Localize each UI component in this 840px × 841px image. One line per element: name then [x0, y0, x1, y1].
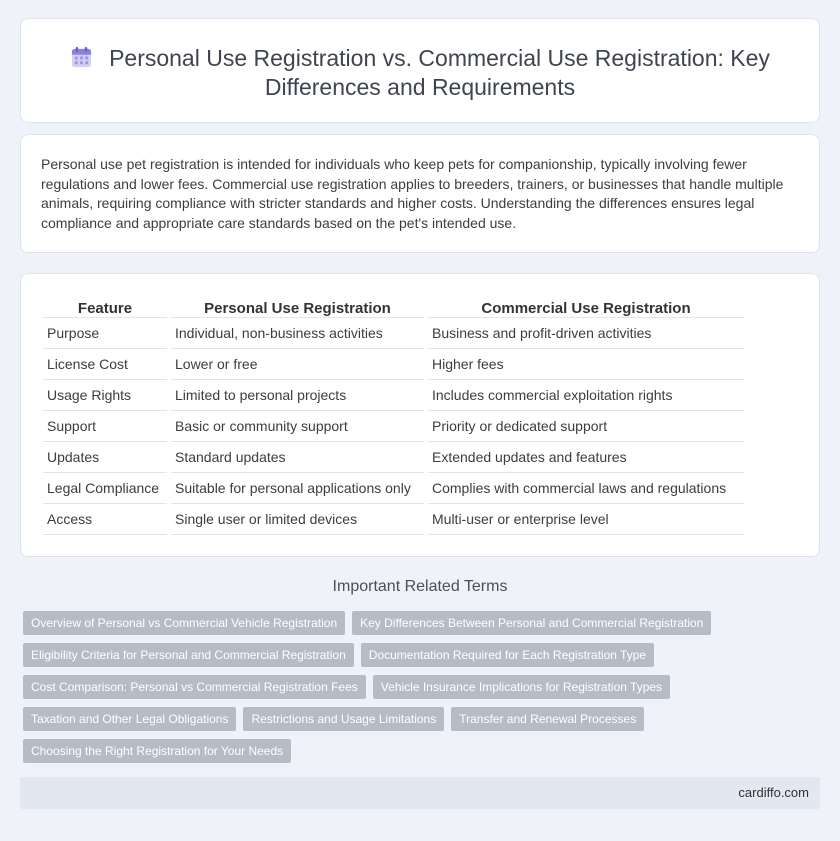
- feature-cell: Access: [43, 504, 167, 535]
- personal-cell: Single user or limited devices: [171, 504, 424, 535]
- related-term-tag[interactable]: Transfer and Renewal Processes: [451, 707, 644, 731]
- related-terms-tags: [23, 611, 723, 763]
- intro-paragraph: Personal use pet registration is intended for individuals who keep pets for companionship, typically involving fewer regulations and lower fees. Commercial use registration applies to breeders, trainers, or businesses that handle multiple animals, requiring compliance with stricter standards and higher costs. Understanding the differences ensures legal compliance and appropriate care standards based on the pet's intended use.: [41, 156, 784, 231]
- personal-cell: Suitable for personal applications only: [171, 473, 424, 504]
- related-term-tag[interactable]: Eligibility Criteria for Personal and Commercial Registration: [23, 643, 354, 667]
- personal-cell: Basic or community support: [171, 411, 424, 442]
- related-term-tag[interactable]: Key Differences Between Personal and Commercial Registration: [352, 611, 711, 635]
- related-term-tag[interactable]: Taxation and Other Legal Obligations: [23, 707, 236, 731]
- table-header-row: [43, 296, 744, 318]
- feature-cell: Updates: [43, 442, 167, 473]
- commercial-cell: Includes commercial exploitation rights: [428, 380, 744, 411]
- table-row: [43, 349, 744, 380]
- calendar-icon: [70, 46, 93, 69]
- commercial-cell: Priority or dedicated support: [428, 411, 744, 442]
- table-row: [43, 318, 744, 349]
- title-wrap: [61, 44, 779, 102]
- related-term-tag[interactable]: Choosing the Right Registration for Your Needs: [23, 739, 291, 763]
- intro-card: [20, 134, 820, 253]
- header-feature: Feature: [43, 296, 167, 318]
- related-term-tag[interactable]: Overview of Personal vs Commercial Vehicle Registration: [23, 611, 345, 635]
- page-title: [61, 44, 779, 102]
- feature-cell: License Cost: [43, 349, 167, 380]
- personal-cell: Limited to personal projects: [171, 380, 424, 411]
- commercial-cell: Extended updates and features: [428, 442, 744, 473]
- feature-cell: Purpose: [43, 318, 167, 349]
- table-row: [43, 473, 744, 504]
- commercial-cell: Complies with commercial laws and regulations: [428, 473, 744, 504]
- related-term-tag[interactable]: Cost Comparison: Personal vs Commercial Registration Fees: [23, 675, 366, 699]
- feature-cell: Support: [43, 411, 167, 442]
- footer-site-link[interactable]: cardiffo.com: [738, 785, 809, 800]
- comparison-table: [39, 296, 748, 535]
- comparison-table-card: [20, 273, 820, 557]
- feature-cell: Legal Compliance: [43, 473, 167, 504]
- feature-cell: Usage Rights: [43, 380, 167, 411]
- related-term-tag[interactable]: Vehicle Insurance Implications for Registration Types: [373, 675, 670, 699]
- header-card: [20, 18, 820, 123]
- header-personal: Personal Use Registration: [171, 296, 424, 318]
- personal-cell: Individual, non-business activities: [171, 318, 424, 349]
- table-row: [43, 380, 744, 411]
- footer: [20, 777, 820, 809]
- page-title-text: Personal Use Registration vs. Commercial Use Registration: Key Differences and Requirements: [109, 45, 770, 100]
- table-row: [43, 504, 744, 535]
- commercial-cell: Multi-user or enterprise level: [428, 504, 744, 535]
- table-row: [43, 442, 744, 473]
- commercial-cell: Business and profit-driven activities: [428, 318, 744, 349]
- related-term-tag[interactable]: Restrictions and Usage Limitations: [243, 707, 444, 731]
- table-row: [43, 411, 744, 442]
- header-commercial: Commercial Use Registration: [428, 296, 744, 318]
- related-term-tag[interactable]: Documentation Required for Each Registration Type: [361, 643, 654, 667]
- personal-cell: Standard updates: [171, 442, 424, 473]
- commercial-cell: Higher fees: [428, 349, 744, 380]
- personal-cell: Lower or free: [171, 349, 424, 380]
- related-terms-heading: Important Related Terms: [332, 578, 508, 595]
